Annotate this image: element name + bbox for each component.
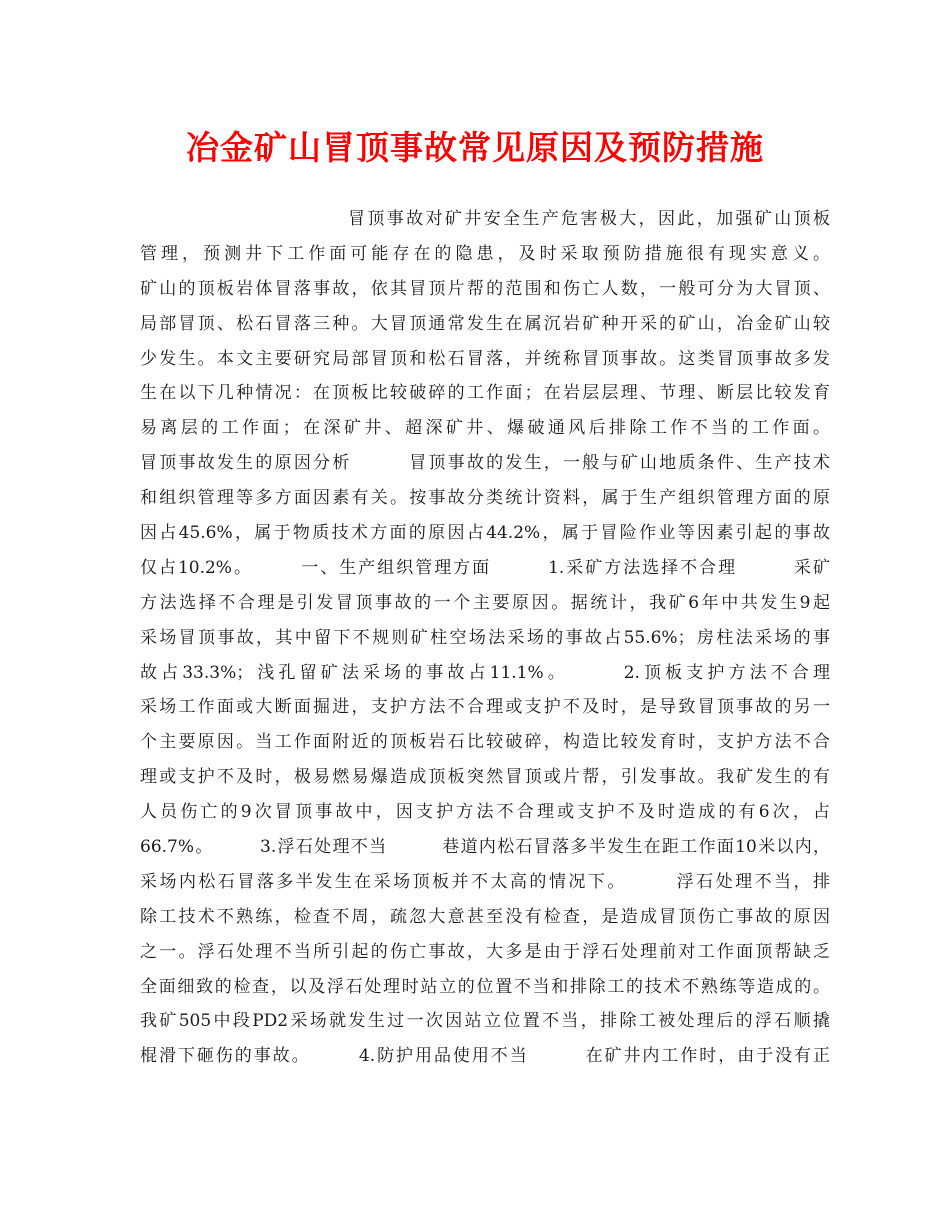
text-line: 采场工作面或大断面掘进，支护方法不合理或支护不及时，是导致冒顶事故的另一 (140, 697, 830, 718)
text-line: 棍滑下砸伤的事故。 4.防护用品使用不当 在矿井内工作时，由于没有正 (140, 1046, 830, 1067)
text-line: 少发生。本文主要研究局部冒顶和松石冒落，并统称冒顶事故。这类冒顶事故多发 (140, 348, 830, 369)
text-line: 矿山的顶板岩体冒落事故，依其冒顶片帮的范围和伤亡人数，一般可分为大冒顶、 (140, 278, 830, 299)
text-line: 和组织管理等多方面因素有关。按事故分类统计资料，属于生产组织管理方面的原 (140, 488, 830, 509)
text-line: 因占45.6%，属于物质技术方面的原因占44.2%，属于冒险作业等因素引起的事故 (140, 523, 830, 544)
text-line: 个主要原因。当工作面附近的顶板岩石比较破碎，构造比较发育时，支护方法不合 (140, 732, 830, 753)
text-line: 除工技术不熟练，检查不周，疏忽大意甚至没有检查，是造成冒顶伤亡事故的原因 (140, 906, 830, 927)
text-line: 方法选择不合理是引发冒顶事故的一个主要原因。据统计，我矿6年中共发生9起 (140, 592, 830, 613)
text-line: 人员伤亡的9次冒顶事故中，因支护方法不合理或支护不及时造成的有6次，占 (140, 802, 830, 823)
text-line: 我矿505中段PD2采场就发生过一次因站立位置不当，排除工被处理后的浮石顺撬 (140, 1011, 830, 1032)
text-line: 采场冒顶事故，其中留下不规则矿柱空场法采场的事故占55.6%；房柱法采场的事 (140, 627, 830, 648)
text-line: 全面细致的检查，以及浮石处理时站立的位置不当和排除工的技术不熟练等造成的。 (140, 976, 830, 997)
text-line: 冒顶事故发生的原因分析 冒顶事故的发生，一般与矿山地质条件、生产技术 (140, 453, 830, 474)
text-line: 仅占10.2%。 一、生产组织管理方面 1.采矿方法选择不合理 采矿 (140, 557, 830, 578)
text-line: 冒顶事故对矿井安全生产危害极大，因此，加强矿山顶板 (348, 209, 830, 229)
text-line: 故占33.3%；浅孔留矿法采场的事故占11.1%。 2.顶板支护方法不合理 (140, 662, 830, 683)
text-line: 局部冒顶、松石冒落三种。大冒顶通常发生在属沉岩矿种开采的矿山，冶金矿山较 (140, 313, 830, 334)
text-line: 易离层的工作面；在深矿井、超深矿井、爆破通风后排除工作不当的工作面。 (140, 418, 830, 439)
text-line: 66.7%。 3.浮石处理不当 巷道内松石冒落多半发生在距工作面10米以内， (140, 837, 830, 858)
body-text (140, 202, 830, 1074)
text-line: 采场内松石冒落多半发生在采场顶板并不太高的情况下。 浮石处理不当，排 (140, 871, 830, 892)
text-line: 理或支护不及时，极易燃易爆造成顶板突然冒顶或片帮，引发事故。我矿发生的有 (140, 767, 830, 788)
text-line: 管理，预测井下工作面可能存在的隐患，及时采取预防措施很有现实意义。 (140, 243, 830, 264)
text-line: 之一。浮石处理不当所引起的伤亡事故，大多是由于浮石处理前对工作面顶帮缺乏 (140, 941, 830, 962)
document-title: 冶金矿山冒顶事故常见原因及预防措施 (186, 128, 764, 167)
text-line: 生在以下几种情况：在顶板比较破碎的工作面；在岩层层理、节理、断层比较发育 (140, 383, 830, 404)
